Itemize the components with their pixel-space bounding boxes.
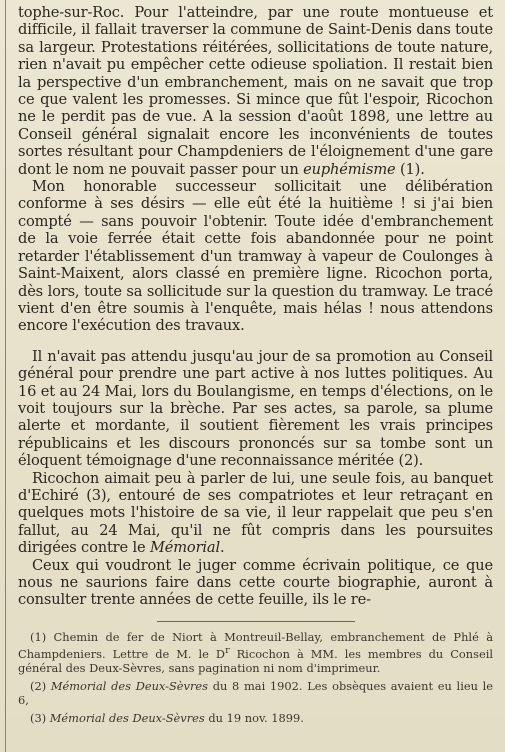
footnotes (18, 630, 493, 725)
footnote-2: (2) Mémorial des Deux-Sèvres du 8 mai 1902. Les obsèques avaient eu lieu le 6, (18, 678, 493, 708)
footnote-1: (1) Chemin de fer de Niort à Montreuil-Bellay, embranchement de Phlé à Champdeniers. Lettre de M. le $D^r$ Ricochon à MM. les membres du Conseil général des Deux-Sèvres, sans pagination ni nom d'imprimeur. (18, 629, 493, 676)
paragraph-5: Ceux qui voudront le juger comme écrivain politique, ce que nous ne saurions faire dans cette courte biographie, auront à consulter trente années de cette feuille, ils le re- (18, 556, 493, 609)
paragraph-1: tophe-sur-Roc. Pour l'atteindre, par une route montueuse et difficile, il fallait traverser la commune de Saint-Denis dans toute sa largeur. Protestations réitérées, sollicitations de toute nature, rien n'avait pu empêcher cette odieuse spoliation. Il restait bien la perspective d'un embranchement, mais on ne savait que trop ce que valent les promesses. Si mince que fût l'espoir, Ricochon ne le perdit pas de vue. A la session d'août 1898, une lettre au Conseil général signalait encore les inconvénients de toutes sortes résultant pour Champdeniers de l'éloignement d'une gare dont le nom ne pouvait passer pour un euphémisme (1). (18, 4, 493, 178)
footnote-rule (157, 621, 355, 622)
column-rule (5, 0, 6, 752)
article-body (18, 4, 493, 609)
paragraph-3: Il n'avait pas attendu jusqu'au jour de sa promotion au Conseil général pour prendre une part active à nos luttes politiques. Au 16 et au 24 Mai, lors du Boulangisme, en temps d'élections, on le voit toujours sur la brèche. Par ses actes, sa parole, sa plume alerte et mordante, il soutient fièrement les vrais principes républicains et les discours prononcés sur sa tombe sont un éloquent témoignage d'une reconnaissance méritée (2). (18, 347, 493, 470)
footnote-3: (3) Mémorial des Deux-Sèvres du 19 nov. 1899. (30, 710, 304, 725)
paragraph-2: Mon honorable successeur sollicitait une délibération conforme à ses désirs — elle eût été la huitième ! si j'ai bien compté — sans pouvoir l'obtenir. Toute idée d'embranchement de la voie ferrée était cette fois abandonnée pour ne point retarder l'établissement d'un tramway à vapeur de Coulonges à Saint-Maixent, alors classé en première ligne. Ricochon porta, dès lors, toute sa sollicitude sur la question du tramway. Le tracé vient d'en être soumis à l'enquête, mais hélas ! nous attendons encore l'exécution des travaux. (18, 178, 493, 335)
paragraph-4: Ricochon aimait peu à parler de lui, une seule fois, au banquet d'Echiré (3), entouré de ses compatriotes et leur retraçant en quelques mots l'histoire de sa vie, il leur rappelait que peu s'en fallut, au 24 Mai, qu'il ne fût compris dans les poursuites dirigées contre le Mémorial. (18, 469, 493, 557)
